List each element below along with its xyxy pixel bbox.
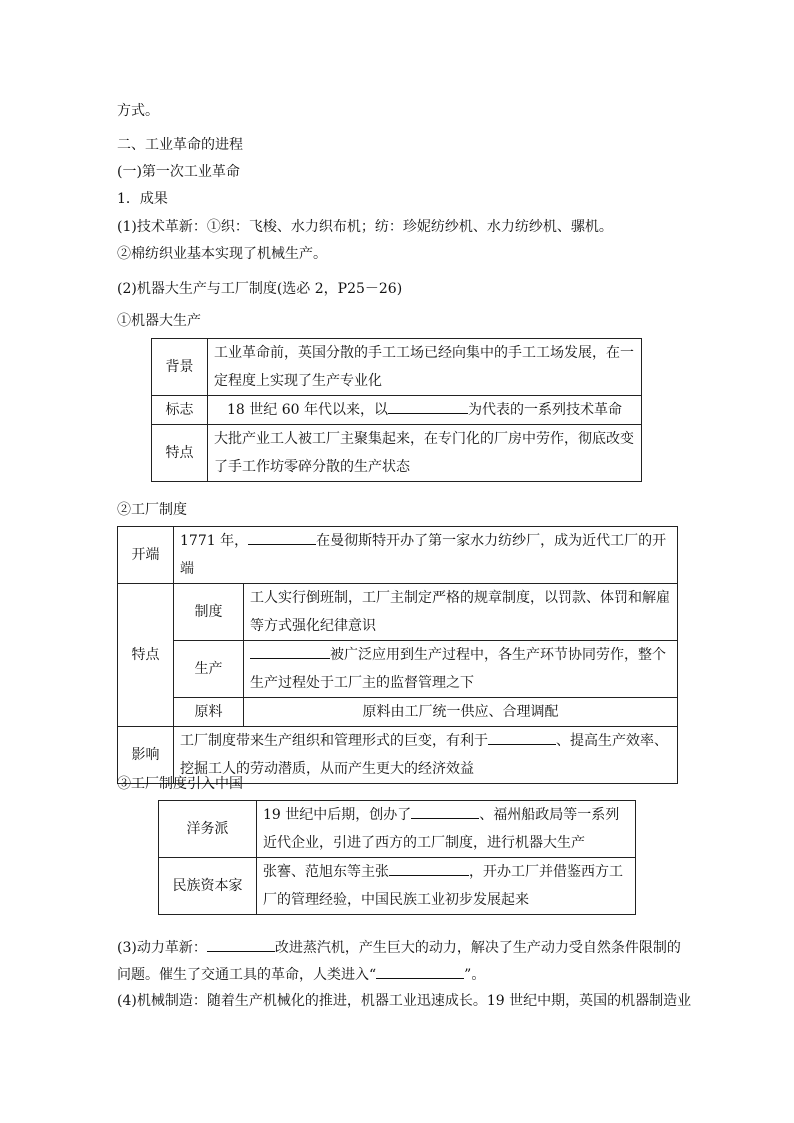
table-cell: 工人实行倒班制，工厂主制定严格的规章制度，以罚款、体罚和解雇等方式强化纪律意识	[244, 584, 678, 641]
cell-text: 1771 年，	[180, 533, 249, 549]
fill-blank	[250, 644, 330, 659]
paragraph	[117, 937, 681, 958]
para-text: ”。	[464, 967, 486, 983]
table-row	[118, 641, 678, 698]
row-header: 特点	[152, 425, 208, 482]
paragraph: (2)机器大生产与工厂制度(选必 2，P25－26)	[117, 281, 403, 297]
table-cell	[244, 641, 678, 698]
table-cell	[257, 801, 636, 858]
factory-china-table	[158, 800, 636, 915]
subsection-heading: ③工厂制度引入中国	[117, 776, 243, 792]
table-row	[152, 425, 642, 482]
table-row	[159, 858, 636, 915]
table-row	[159, 801, 636, 858]
table-cell	[174, 727, 678, 784]
factory-system-table	[117, 526, 678, 784]
row-header: 背景	[152, 339, 208, 396]
cell-text: 19 世纪中后期，创办了	[263, 807, 412, 823]
fill-blank	[248, 530, 316, 545]
row-header: 特点	[118, 584, 174, 727]
cell-text: 、福州船政局等一系列近代企业，引进了西方的工厂制度，进行机器大生产	[263, 807, 620, 851]
subsection-heading: ①机器大生产	[117, 313, 201, 329]
text-line: 方式。	[117, 103, 159, 119]
fill-blank	[389, 861, 469, 876]
fill-blank	[388, 399, 468, 414]
table-row	[118, 584, 678, 641]
cell-text: 在曼彻斯特开办了第一家水力纺纱厂，成为近代工厂的开端	[180, 533, 667, 577]
section-heading: 二、工业革命的进程	[117, 137, 243, 153]
fill-blank	[488, 730, 556, 745]
sub-header: 原料	[174, 698, 244, 727]
subsection-heading: (一)第一次工业革命	[117, 164, 240, 180]
cell-text: 被广泛应用到生产过程中，各生产环节协同劳作，整个生产过程处于工厂主的监督管理之下	[250, 647, 666, 691]
row-header: 民族资本家	[159, 858, 257, 915]
cell-text: 为代表的一系列技术革命	[467, 402, 622, 418]
table-cell: 原料由工厂统一供应、合理调配	[244, 698, 678, 727]
table-cell: 大批产业工人被工厂主聚集起来，在专门化的厂房中劳作，彻底改变了手工作坊零碎分散的生产状态	[208, 425, 642, 482]
table-row	[152, 396, 642, 425]
cell-text: 18 世纪 60 年代以来，以	[227, 402, 388, 418]
sub-header: 生产	[174, 641, 244, 698]
cell-text: 工厂制度带来生产组织和管理形式的巨变，有利于	[180, 733, 488, 749]
fill-blank	[207, 937, 275, 952]
para-text: (3)动力革新：	[117, 940, 207, 956]
table-cell	[208, 396, 642, 425]
subsection-heading: ②工厂制度	[117, 502, 187, 518]
paragraph: (1)技术革新：①织：飞梭、水力织布机；纺：珍妮纺纱机、水力纺纱机、骡机。	[117, 219, 613, 235]
sub-header: 制度	[174, 584, 244, 641]
para-text: 改进蒸汽机，产生巨大的动力，解决了生产动力受自然条件限制的	[274, 940, 681, 956]
table-cell	[257, 858, 636, 915]
cell-text: 、提高生产效率、挖掘工人的劳动潜质，从而产生更大的经济效益	[180, 733, 668, 777]
row-header: 标志	[152, 396, 208, 425]
machine-production-table	[151, 338, 642, 482]
fill-blank	[411, 804, 479, 819]
table-row	[118, 527, 678, 584]
para-text: 问题。催生了交通工具的革命，人类进入“	[117, 967, 377, 983]
table-cell: 工业革命前，英国分散的手工工场已经向集中的手工工场发展，在一定程度上实现了生产专业化	[208, 339, 642, 396]
paragraph: ②棉纺织业基本实现了机械生产。	[117, 246, 327, 262]
fill-blank	[376, 964, 464, 979]
item-heading: 1．成果	[117, 191, 168, 207]
table-row	[118, 698, 678, 727]
paragraph	[117, 964, 485, 985]
paragraph: (4)机械制造：随着生产机械化的推进，机器工业迅速成长。19 世纪中期，英国的机器制造业	[117, 993, 692, 1009]
cell-text: 张謇、范旭东等主张	[263, 864, 389, 880]
cell-text: ，开办工厂并借鉴西方工厂的管理经验，中国民族工业初步发展起来	[263, 864, 623, 908]
row-header: 洋务派	[159, 801, 257, 858]
row-header: 开端	[118, 527, 174, 584]
table-row	[152, 339, 642, 396]
table-cell	[174, 527, 678, 584]
row-header: 影响	[118, 727, 174, 784]
